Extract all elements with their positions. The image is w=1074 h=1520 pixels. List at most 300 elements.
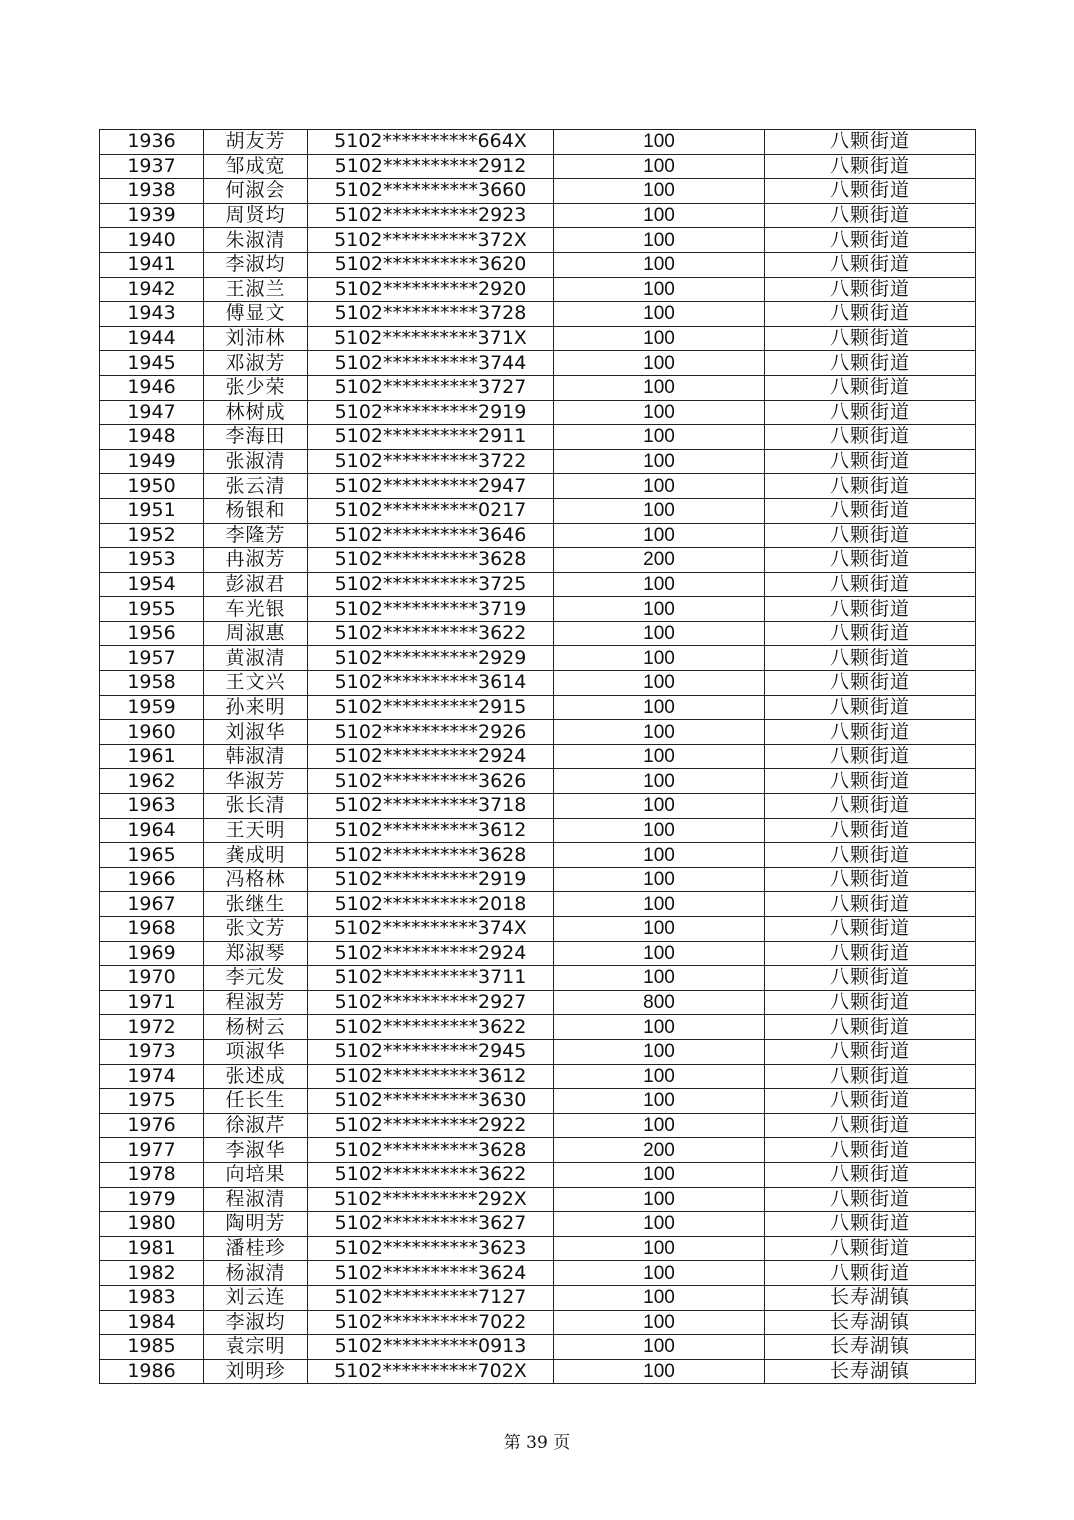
row-number-cell: 1969 bbox=[100, 941, 204, 966]
id-number-cell: 5102**********3623 bbox=[308, 1236, 554, 1261]
id-number-cell: 5102**********3728 bbox=[308, 302, 554, 327]
name-cell: 张云清 bbox=[204, 474, 308, 499]
area-cell: 八颗街道 bbox=[765, 351, 976, 376]
area-cell: 八颗街道 bbox=[765, 966, 976, 991]
area-cell: 八颗街道 bbox=[765, 548, 976, 573]
area-cell: 八颗街道 bbox=[765, 646, 976, 671]
table-row bbox=[100, 941, 976, 966]
row-number-cell: 1946 bbox=[100, 375, 204, 400]
amount-cell: 100 bbox=[554, 720, 765, 745]
id-number-cell: 5102**********292X bbox=[308, 1187, 554, 1212]
name-cell: 杨树云 bbox=[204, 1015, 308, 1040]
name-cell: 李淑均 bbox=[204, 1310, 308, 1335]
table-row bbox=[100, 843, 976, 868]
row-number-cell: 1980 bbox=[100, 1212, 204, 1237]
id-number-cell: 5102**********3719 bbox=[308, 597, 554, 622]
id-number-cell: 5102**********2915 bbox=[308, 695, 554, 720]
name-cell: 李淑华 bbox=[204, 1138, 308, 1163]
area-cell: 八颗街道 bbox=[765, 326, 976, 351]
table-row bbox=[100, 1212, 976, 1237]
name-cell: 冉淑芳 bbox=[204, 548, 308, 573]
amount-cell: 100 bbox=[554, 400, 765, 425]
row-number-cell: 1985 bbox=[100, 1335, 204, 1360]
id-number-cell: 5102**********3646 bbox=[308, 523, 554, 548]
amount-cell: 100 bbox=[554, 794, 765, 819]
area-cell: 八颗街道 bbox=[765, 917, 976, 942]
row-number-cell: 1945 bbox=[100, 351, 204, 376]
amount-cell: 100 bbox=[554, 1187, 765, 1212]
name-cell: 邓淑芳 bbox=[204, 351, 308, 376]
id-number-cell: 5102**********3614 bbox=[308, 671, 554, 696]
amount-cell: 100 bbox=[554, 1285, 765, 1310]
area-cell: 八颗街道 bbox=[765, 818, 976, 843]
area-cell: 八颗街道 bbox=[765, 252, 976, 277]
area-cell: 八颗街道 bbox=[765, 1212, 976, 1237]
name-cell: 刘淑华 bbox=[204, 720, 308, 745]
row-number-cell: 1972 bbox=[100, 1015, 204, 1040]
id-number-cell: 5102**********2919 bbox=[308, 400, 554, 425]
id-number-cell: 5102**********2927 bbox=[308, 990, 554, 1015]
id-number-cell: 5102**********3622 bbox=[308, 621, 554, 646]
table-row bbox=[100, 154, 976, 179]
area-cell: 八颗街道 bbox=[765, 744, 976, 769]
area-cell: 八颗街道 bbox=[765, 892, 976, 917]
amount-cell: 100 bbox=[554, 941, 765, 966]
row-number-cell: 1951 bbox=[100, 498, 204, 523]
table-row bbox=[100, 867, 976, 892]
area-cell: 八颗街道 bbox=[765, 1187, 976, 1212]
table-row bbox=[100, 203, 976, 228]
name-cell: 张淑清 bbox=[204, 449, 308, 474]
row-number-cell: 1979 bbox=[100, 1187, 204, 1212]
area-cell: 八颗街道 bbox=[765, 1138, 976, 1163]
row-number-cell: 1948 bbox=[100, 425, 204, 450]
table-row bbox=[100, 990, 976, 1015]
area-cell: 八颗街道 bbox=[765, 572, 976, 597]
name-cell: 徐淑芹 bbox=[204, 1113, 308, 1138]
table-row bbox=[100, 375, 976, 400]
id-number-cell: 5102**********2920 bbox=[308, 277, 554, 302]
area-cell: 八颗街道 bbox=[765, 498, 976, 523]
row-number-cell: 1941 bbox=[100, 252, 204, 277]
table-row bbox=[100, 917, 976, 942]
name-cell: 龚成明 bbox=[204, 843, 308, 868]
id-number-cell: 5102**********3722 bbox=[308, 449, 554, 474]
row-number-cell: 1977 bbox=[100, 1138, 204, 1163]
area-cell: 八颗街道 bbox=[765, 990, 976, 1015]
name-cell: 彭淑君 bbox=[204, 572, 308, 597]
table-row bbox=[100, 1310, 976, 1335]
name-cell: 李淑均 bbox=[204, 252, 308, 277]
roster-table bbox=[99, 129, 976, 1384]
amount-cell: 100 bbox=[554, 843, 765, 868]
area-cell: 八颗街道 bbox=[765, 130, 976, 155]
id-number-cell: 5102**********3622 bbox=[308, 1162, 554, 1187]
amount-cell: 100 bbox=[554, 671, 765, 696]
name-cell: 王文兴 bbox=[204, 671, 308, 696]
row-number-cell: 1963 bbox=[100, 794, 204, 819]
id-number-cell: 5102**********3627 bbox=[308, 1212, 554, 1237]
name-cell: 李隆芳 bbox=[204, 523, 308, 548]
area-cell: 八颗街道 bbox=[765, 277, 976, 302]
table-row bbox=[100, 794, 976, 819]
table-row bbox=[100, 744, 976, 769]
id-number-cell: 5102**********3744 bbox=[308, 351, 554, 376]
table-row bbox=[100, 302, 976, 327]
id-number-cell: 5102**********0217 bbox=[308, 498, 554, 523]
id-number-cell: 5102**********664X bbox=[308, 130, 554, 155]
row-number-cell: 1955 bbox=[100, 597, 204, 622]
id-number-cell: 5102**********371X bbox=[308, 326, 554, 351]
amount-cell: 100 bbox=[554, 695, 765, 720]
name-cell: 林树成 bbox=[204, 400, 308, 425]
row-number-cell: 1956 bbox=[100, 621, 204, 646]
row-number-cell: 1954 bbox=[100, 572, 204, 597]
page-number: 第 39 页 bbox=[503, 1433, 571, 1453]
id-number-cell: 5102**********2919 bbox=[308, 867, 554, 892]
row-number-cell: 1968 bbox=[100, 917, 204, 942]
table-row bbox=[100, 1138, 976, 1163]
id-number-cell: 5102**********3624 bbox=[308, 1261, 554, 1286]
amount-cell: 100 bbox=[554, 1359, 765, 1384]
id-number-cell: 5102**********3630 bbox=[308, 1089, 554, 1114]
table-row bbox=[100, 498, 976, 523]
table-row bbox=[100, 671, 976, 696]
table-row bbox=[100, 326, 976, 351]
area-cell: 八颗街道 bbox=[765, 400, 976, 425]
row-number-cell: 1947 bbox=[100, 400, 204, 425]
amount-cell: 100 bbox=[554, 203, 765, 228]
row-number-cell: 1939 bbox=[100, 203, 204, 228]
name-cell: 程淑清 bbox=[204, 1187, 308, 1212]
name-cell: 邹成宽 bbox=[204, 154, 308, 179]
name-cell: 李海田 bbox=[204, 425, 308, 450]
area-cell: 八颗街道 bbox=[765, 523, 976, 548]
row-number-cell: 1942 bbox=[100, 277, 204, 302]
area-cell: 八颗街道 bbox=[765, 1113, 976, 1138]
amount-cell: 100 bbox=[554, 1162, 765, 1187]
name-cell: 任长生 bbox=[204, 1089, 308, 1114]
area-cell: 八颗街道 bbox=[765, 794, 976, 819]
name-cell: 张文芳 bbox=[204, 917, 308, 942]
row-number-cell: 1984 bbox=[100, 1310, 204, 1335]
row-number-cell: 1957 bbox=[100, 646, 204, 671]
row-number-cell: 1938 bbox=[100, 179, 204, 204]
table-row bbox=[100, 1236, 976, 1261]
table-row bbox=[100, 1285, 976, 1310]
amount-cell: 800 bbox=[554, 990, 765, 1015]
amount-cell: 100 bbox=[554, 1261, 765, 1286]
row-number-cell: 1981 bbox=[100, 1236, 204, 1261]
id-number-cell: 5102**********2945 bbox=[308, 1039, 554, 1064]
amount-cell: 100 bbox=[554, 621, 765, 646]
area-cell: 八颗街道 bbox=[765, 843, 976, 868]
id-number-cell: 5102**********2018 bbox=[308, 892, 554, 917]
name-cell: 车光银 bbox=[204, 597, 308, 622]
name-cell: 陶明芳 bbox=[204, 1212, 308, 1237]
area-cell: 八颗街道 bbox=[765, 474, 976, 499]
amount-cell: 100 bbox=[554, 252, 765, 277]
row-number-cell: 1952 bbox=[100, 523, 204, 548]
name-cell: 袁宗明 bbox=[204, 1335, 308, 1360]
table-row bbox=[100, 523, 976, 548]
roster-table-container bbox=[99, 129, 974, 1384]
amount-cell: 200 bbox=[554, 1138, 765, 1163]
table-row bbox=[100, 1113, 976, 1138]
area-cell: 八颗街道 bbox=[765, 203, 976, 228]
area-cell: 八颗街道 bbox=[765, 375, 976, 400]
id-number-cell: 5102**********2924 bbox=[308, 744, 554, 769]
name-cell: 王淑兰 bbox=[204, 277, 308, 302]
area-cell: 八颗街道 bbox=[765, 154, 976, 179]
id-number-cell: 5102**********3626 bbox=[308, 769, 554, 794]
area-cell: 八颗街道 bbox=[765, 695, 976, 720]
row-number-cell: 1937 bbox=[100, 154, 204, 179]
row-number-cell: 1936 bbox=[100, 130, 204, 155]
id-number-cell: 5102**********2924 bbox=[308, 941, 554, 966]
name-cell: 华淑芳 bbox=[204, 769, 308, 794]
area-cell: 长寿湖镇 bbox=[765, 1285, 976, 1310]
table-row bbox=[100, 1187, 976, 1212]
row-number-cell: 1986 bbox=[100, 1359, 204, 1384]
amount-cell: 100 bbox=[554, 769, 765, 794]
name-cell: 刘云连 bbox=[204, 1285, 308, 1310]
id-number-cell: 5102**********2929 bbox=[308, 646, 554, 671]
amount-cell: 100 bbox=[554, 130, 765, 155]
amount-cell: 100 bbox=[554, 1236, 765, 1261]
id-number-cell: 5102**********3612 bbox=[308, 1064, 554, 1089]
id-number-cell: 5102**********7127 bbox=[308, 1285, 554, 1310]
table-row bbox=[100, 1162, 976, 1187]
amount-cell: 100 bbox=[554, 744, 765, 769]
amount-cell: 100 bbox=[554, 966, 765, 991]
id-number-cell: 5102**********3725 bbox=[308, 572, 554, 597]
id-number-cell: 5102**********374X bbox=[308, 917, 554, 942]
area-cell: 八颗街道 bbox=[765, 1261, 976, 1286]
row-number-cell: 1965 bbox=[100, 843, 204, 868]
id-number-cell: 5102**********2911 bbox=[308, 425, 554, 450]
table-row bbox=[100, 818, 976, 843]
name-cell: 周贤均 bbox=[204, 203, 308, 228]
table-row bbox=[100, 1261, 976, 1286]
amount-cell: 100 bbox=[554, 326, 765, 351]
id-number-cell: 5102**********372X bbox=[308, 228, 554, 253]
id-number-cell: 5102**********3628 bbox=[308, 1138, 554, 1163]
name-cell: 朱淑清 bbox=[204, 228, 308, 253]
amount-cell: 100 bbox=[554, 474, 765, 499]
table-row bbox=[100, 474, 976, 499]
amount-cell: 100 bbox=[554, 179, 765, 204]
amount-cell: 100 bbox=[554, 572, 765, 597]
amount-cell: 100 bbox=[554, 523, 765, 548]
name-cell: 傅显文 bbox=[204, 302, 308, 327]
row-number-cell: 1953 bbox=[100, 548, 204, 573]
row-number-cell: 1967 bbox=[100, 892, 204, 917]
amount-cell: 100 bbox=[554, 228, 765, 253]
table-row bbox=[100, 597, 976, 622]
area-cell: 八颗街道 bbox=[765, 1039, 976, 1064]
area-cell: 八颗街道 bbox=[765, 1064, 976, 1089]
amount-cell: 100 bbox=[554, 1089, 765, 1114]
row-number-cell: 1943 bbox=[100, 302, 204, 327]
amount-cell: 100 bbox=[554, 646, 765, 671]
id-number-cell: 5102**********2922 bbox=[308, 1113, 554, 1138]
id-number-cell: 5102**********2947 bbox=[308, 474, 554, 499]
table-row bbox=[100, 252, 976, 277]
amount-cell: 100 bbox=[554, 1015, 765, 1040]
area-cell: 八颗街道 bbox=[765, 720, 976, 745]
table-row bbox=[100, 720, 976, 745]
row-number-cell: 1940 bbox=[100, 228, 204, 253]
id-number-cell: 5102**********3628 bbox=[308, 548, 554, 573]
row-number-cell: 1983 bbox=[100, 1285, 204, 1310]
row-number-cell: 1970 bbox=[100, 966, 204, 991]
id-number-cell: 5102**********3628 bbox=[308, 843, 554, 868]
area-cell: 八颗街道 bbox=[765, 228, 976, 253]
table-row bbox=[100, 548, 976, 573]
table-row bbox=[100, 1015, 976, 1040]
area-cell: 八颗街道 bbox=[765, 1236, 976, 1261]
area-cell: 八颗街道 bbox=[765, 671, 976, 696]
row-number-cell: 1950 bbox=[100, 474, 204, 499]
id-number-cell: 5102**********702X bbox=[308, 1359, 554, 1384]
area-cell: 长寿湖镇 bbox=[765, 1359, 976, 1384]
name-cell: 黄淑清 bbox=[204, 646, 308, 671]
amount-cell: 100 bbox=[554, 1212, 765, 1237]
name-cell: 王天明 bbox=[204, 818, 308, 843]
amount-cell: 200 bbox=[554, 548, 765, 573]
table-row bbox=[100, 228, 976, 253]
area-cell: 八颗街道 bbox=[765, 769, 976, 794]
table-row bbox=[100, 695, 976, 720]
amount-cell: 100 bbox=[554, 302, 765, 327]
amount-cell: 100 bbox=[554, 867, 765, 892]
row-number-cell: 1971 bbox=[100, 990, 204, 1015]
table-row bbox=[100, 1089, 976, 1114]
id-number-cell: 5102**********3711 bbox=[308, 966, 554, 991]
table-row bbox=[100, 179, 976, 204]
area-cell: 八颗街道 bbox=[765, 425, 976, 450]
amount-cell: 100 bbox=[554, 449, 765, 474]
id-number-cell: 5102**********3612 bbox=[308, 818, 554, 843]
name-cell: 潘桂珍 bbox=[204, 1236, 308, 1261]
area-cell: 八颗街道 bbox=[765, 597, 976, 622]
row-number-cell: 1976 bbox=[100, 1113, 204, 1138]
row-number-cell: 1973 bbox=[100, 1039, 204, 1064]
row-number-cell: 1962 bbox=[100, 769, 204, 794]
table-row bbox=[100, 572, 976, 597]
id-number-cell: 5102**********2926 bbox=[308, 720, 554, 745]
name-cell: 冯格林 bbox=[204, 867, 308, 892]
id-number-cell: 5102**********3718 bbox=[308, 794, 554, 819]
amount-cell: 100 bbox=[554, 917, 765, 942]
name-cell: 张继生 bbox=[204, 892, 308, 917]
name-cell: 刘沛林 bbox=[204, 326, 308, 351]
name-cell: 孙来明 bbox=[204, 695, 308, 720]
roster-table-body bbox=[100, 130, 976, 1384]
amount-cell: 100 bbox=[554, 154, 765, 179]
amount-cell: 100 bbox=[554, 277, 765, 302]
amount-cell: 100 bbox=[554, 351, 765, 376]
row-number-cell: 1944 bbox=[100, 326, 204, 351]
table-row bbox=[100, 130, 976, 155]
amount-cell: 100 bbox=[554, 375, 765, 400]
area-cell: 八颗街道 bbox=[765, 621, 976, 646]
row-number-cell: 1949 bbox=[100, 449, 204, 474]
area-cell: 八颗街道 bbox=[765, 1089, 976, 1114]
table-row bbox=[100, 966, 976, 991]
amount-cell: 100 bbox=[554, 1064, 765, 1089]
name-cell: 刘明珍 bbox=[204, 1359, 308, 1384]
table-row bbox=[100, 351, 976, 376]
amount-cell: 100 bbox=[554, 1335, 765, 1360]
table-row bbox=[100, 646, 976, 671]
table-row bbox=[100, 277, 976, 302]
id-number-cell: 5102**********7022 bbox=[308, 1310, 554, 1335]
name-cell: 向培果 bbox=[204, 1162, 308, 1187]
area-cell: 八颗街道 bbox=[765, 302, 976, 327]
table-row bbox=[100, 621, 976, 646]
row-number-cell: 1978 bbox=[100, 1162, 204, 1187]
amount-cell: 100 bbox=[554, 1039, 765, 1064]
amount-cell: 100 bbox=[554, 1310, 765, 1335]
row-number-cell: 1961 bbox=[100, 744, 204, 769]
table-row bbox=[100, 1359, 976, 1384]
amount-cell: 100 bbox=[554, 498, 765, 523]
id-number-cell: 5102**********3727 bbox=[308, 375, 554, 400]
amount-cell: 100 bbox=[554, 892, 765, 917]
table-row bbox=[100, 1039, 976, 1064]
amount-cell: 100 bbox=[554, 818, 765, 843]
id-number-cell: 5102**********3660 bbox=[308, 179, 554, 204]
name-cell: 郑淑琴 bbox=[204, 941, 308, 966]
name-cell: 韩淑清 bbox=[204, 744, 308, 769]
table-row bbox=[100, 1064, 976, 1089]
name-cell: 张少荣 bbox=[204, 375, 308, 400]
id-number-cell: 5102**********2912 bbox=[308, 154, 554, 179]
row-number-cell: 1960 bbox=[100, 720, 204, 745]
amount-cell: 100 bbox=[554, 1113, 765, 1138]
amount-cell: 100 bbox=[554, 425, 765, 450]
area-cell: 八颗街道 bbox=[765, 179, 976, 204]
id-number-cell: 5102**********3622 bbox=[308, 1015, 554, 1040]
table-row bbox=[100, 892, 976, 917]
table-row bbox=[100, 1335, 976, 1360]
name-cell: 杨银和 bbox=[204, 498, 308, 523]
row-number-cell: 1964 bbox=[100, 818, 204, 843]
table-row bbox=[100, 449, 976, 474]
area-cell: 八颗街道 bbox=[765, 1015, 976, 1040]
name-cell: 李元发 bbox=[204, 966, 308, 991]
row-number-cell: 1975 bbox=[100, 1089, 204, 1114]
name-cell: 张长清 bbox=[204, 794, 308, 819]
name-cell: 胡友芳 bbox=[204, 130, 308, 155]
amount-cell: 100 bbox=[554, 597, 765, 622]
id-number-cell: 5102**********0913 bbox=[308, 1335, 554, 1360]
name-cell: 杨淑清 bbox=[204, 1261, 308, 1286]
row-number-cell: 1958 bbox=[100, 671, 204, 696]
table-row bbox=[100, 425, 976, 450]
row-number-cell: 1982 bbox=[100, 1261, 204, 1286]
id-number-cell: 5102**********3620 bbox=[308, 252, 554, 277]
area-cell: 八颗街道 bbox=[765, 449, 976, 474]
name-cell: 项淑华 bbox=[204, 1039, 308, 1064]
area-cell: 八颗街道 bbox=[765, 1162, 976, 1187]
area-cell: 长寿湖镇 bbox=[765, 1310, 976, 1335]
row-number-cell: 1966 bbox=[100, 867, 204, 892]
area-cell: 八颗街道 bbox=[765, 941, 976, 966]
name-cell: 何淑会 bbox=[204, 179, 308, 204]
